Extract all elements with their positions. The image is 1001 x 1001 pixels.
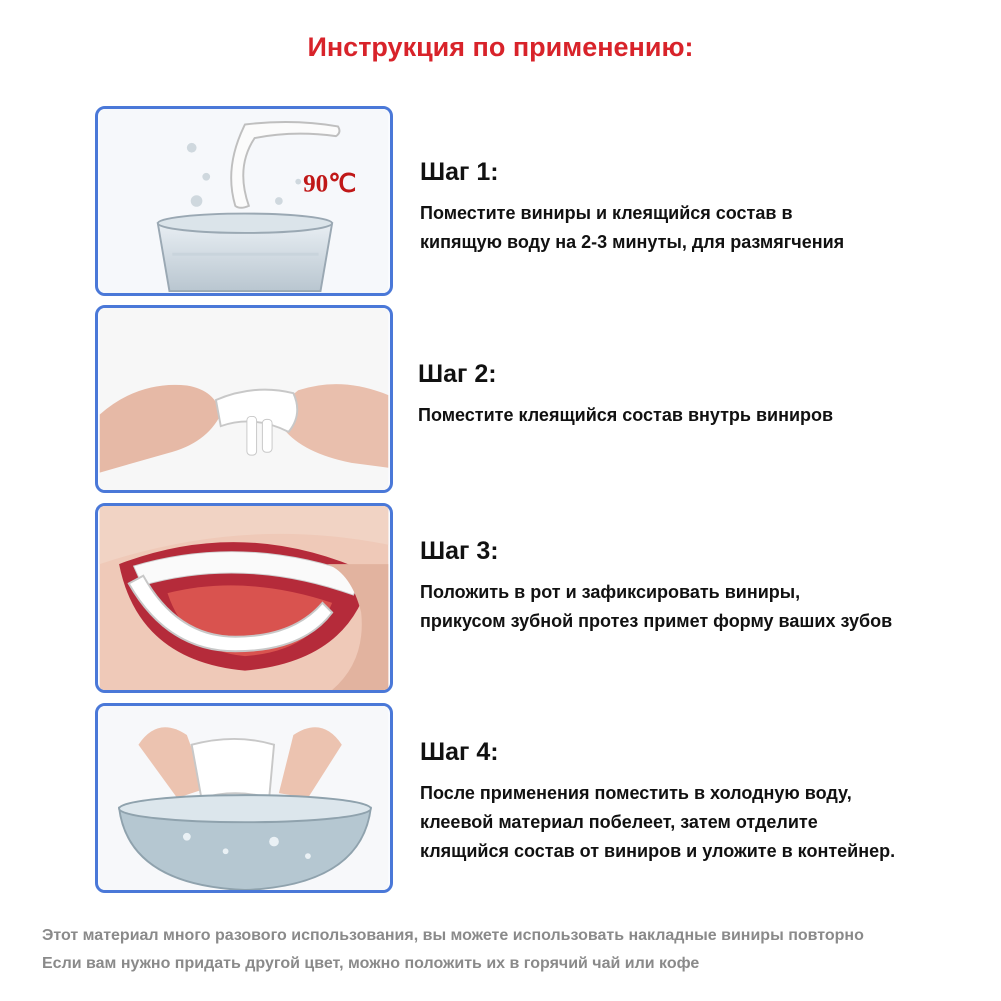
step-2-line-1: Поместите клеящийся состав внутрь виниров bbox=[418, 405, 834, 425]
step-4-line-3: клящийся состав от виниров и уложите в контейнер. bbox=[420, 841, 896, 861]
step-4-image bbox=[95, 703, 393, 893]
step-2-heading: Шаг 2: bbox=[418, 360, 497, 388]
step-3 bbox=[420, 537, 990, 636]
step-3-line-1: Положить в рот и зафиксировать виниры, bbox=[420, 582, 801, 602]
mouth-with-veneer-illustration bbox=[98, 506, 390, 690]
page-title: Инструкция по применению: bbox=[307, 32, 694, 62]
step-3-heading: Шаг 3: bbox=[420, 537, 499, 565]
step-1 bbox=[420, 158, 980, 257]
step-3-line-2: прикусом зубной протез примет форму ваших зубов bbox=[420, 611, 893, 631]
step-4-line-2: клеевой материал побелеет, затем отделите bbox=[420, 812, 818, 832]
hands-holding-veneer-illustration bbox=[98, 308, 390, 490]
step-4-line-1: После применения поместить в холодную воду, bbox=[420, 783, 852, 803]
footnote-line-1: Этот материал много разового использования, вы можете использовать накладные виниры повторно bbox=[42, 927, 864, 944]
step-1-image bbox=[95, 106, 393, 296]
step-4 bbox=[420, 738, 990, 866]
step-1-heading: Шаг 1: bbox=[420, 158, 499, 186]
step-3-image bbox=[95, 503, 393, 693]
step-2-image bbox=[95, 305, 393, 493]
boiling-water-illustration bbox=[98, 109, 390, 293]
step-1-line-1: Поместите виниры и клеящийся состав в bbox=[420, 203, 793, 223]
footnote-line-2: Если вам нужно придать другой цвет, можно положить их в горячий чай или кофе bbox=[42, 955, 700, 972]
footnote bbox=[42, 922, 982, 978]
temperature-label: 90℃ bbox=[303, 170, 357, 198]
cold-water-bowl-illustration bbox=[98, 706, 390, 890]
step-1-line-2: кипящую воду на 2-3 минуты, для размягчения bbox=[420, 232, 845, 252]
step-2 bbox=[418, 360, 978, 430]
step-4-heading: Шаг 4: bbox=[420, 738, 499, 766]
